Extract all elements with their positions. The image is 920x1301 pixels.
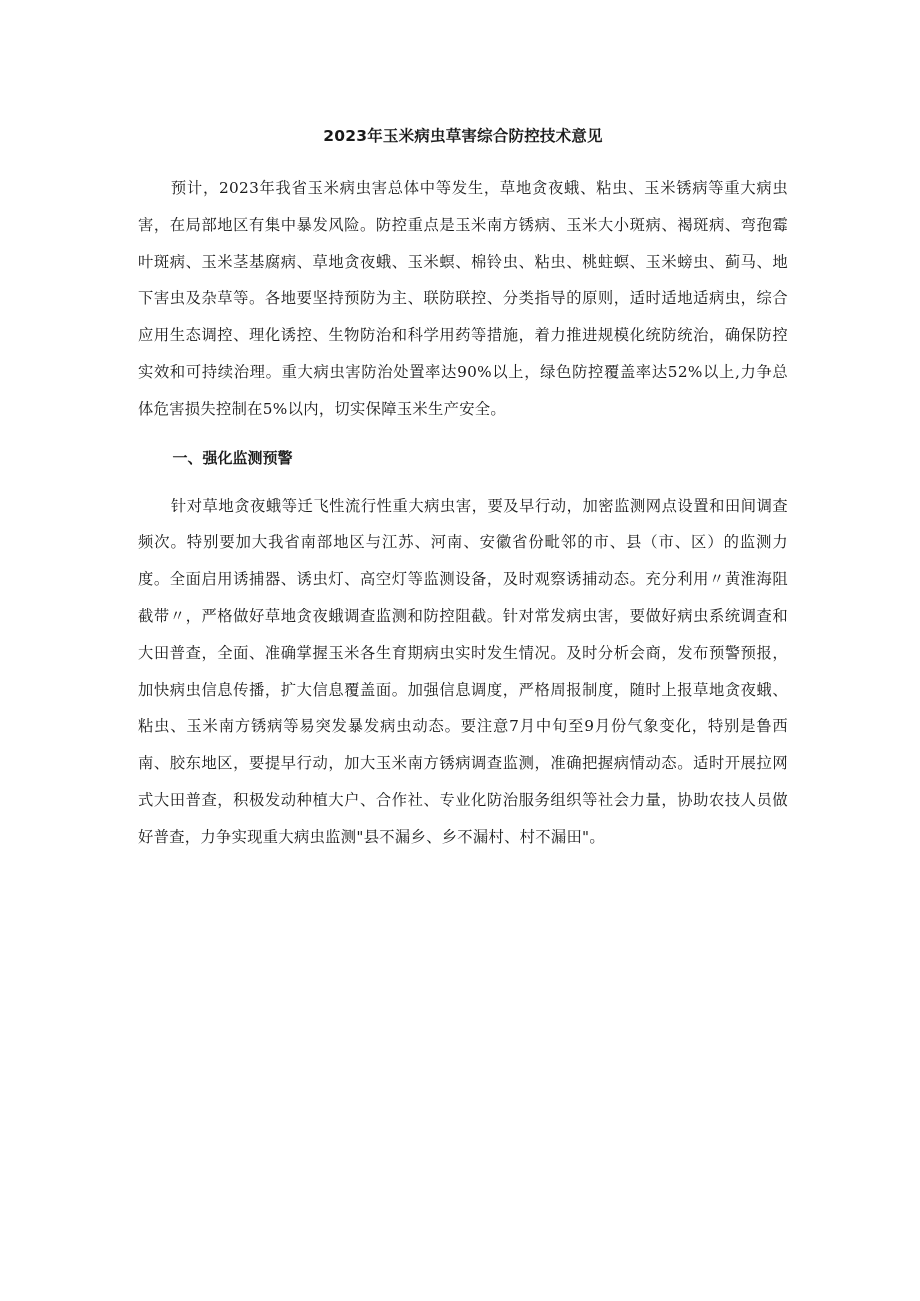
section-heading-monitoring: 一、强化监测预警 xyxy=(172,448,293,467)
intro-paragraph: 预计，2023年我省玉米病虫害总体中等发生，草地贪夜蛾、粘虫、玉米锈病等重大病虫害，在局部地区有集中暴发风险。防控重点是玉米南方锈病、玉米大小斑病、褐斑病、弯孢霉叶斑病、玉米茎基腐病、草地贪夜蛾、玉米螟、棉铃虫、粘虫、桃蛀螟、玉米螃虫、蓟马、地下害虫及杂草等。各地要坚持预防为主、联防联控、分类指导的原则，适时适地适病虫，综合应用生态调控、理化诱控、生物防治和科学用药等措施，着力推进规模化统防统治，确保防控实效和可持续治理。重大病虫害防治处置率达90%以上，绿色防控覆盖率达52%以上,力争总体危害损失控制在5%以内，切实保障玉米生产安全。 xyxy=(138,179,788,418)
document-page xyxy=(138,118,788,856)
section-body-monitoring: 针对草地贪夜蛾等迁飞性流行性重大病虫害，要及早行动，加密监测网点设置和田间调查频次。特别要加大我省南部地区与江苏、河南、安徽省份毗邻的市、县（市、区）的监测力度。全面启用诱捕器、诱虫灯、高空灯等监测设备，及时观察诱捕动态。充分利用〃黄淮海阻截带〃，严格做好草地贪夜蛾调查监测和防控阻截。针对常发病虫害，要做好病虫系统调查和大田普查，全面、准确掌握玉米各生育期病虫实时发生情况。及时分析会商，发布预警预报，加快病虫信息传播，扩大信息覆盖面。加强信息调度，严格周报制度，随时上报草地贪夜蛾、粘虫、玉米南方锈病等易突发暴发病虫动态。要注意7月中旬至9月份气象变化，特别是鲁西南、胶东地区，要提早行动，加大玉米南方锈病调查监测，准确把握病情动态。适时开展拉网式大田普查，积极发动种植大户、合作社、专业化防治服务组织等社会力量，协助农技人员做好普查，力争实现重大病虫监测"县不漏乡、乡不漏村、村不漏田"。 xyxy=(138,496,788,846)
document-title: 2023年玉米病虫草害综合防控技术意见 xyxy=(323,127,603,145)
